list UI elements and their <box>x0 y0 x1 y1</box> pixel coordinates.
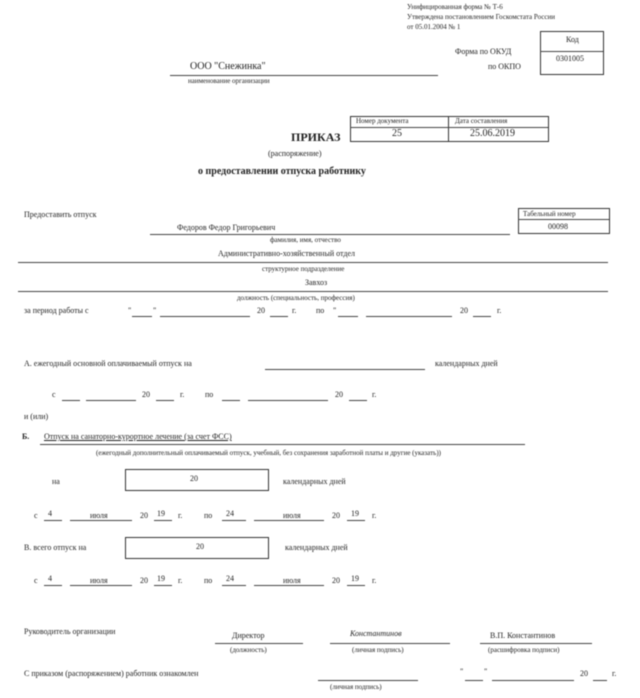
org-name: ООО "Снежинка" <box>190 61 266 72</box>
section-c-days: 20 <box>196 542 204 551</box>
and-or-label: и (или) <box>24 412 49 421</box>
ack-year-suffix: г. <box>612 669 617 678</box>
section-b-label: Б. <box>22 432 30 441</box>
head-position-caption: (должность) <box>230 646 267 654</box>
doc-date-label: Дата составления <box>455 117 508 125</box>
head-label: Руководитель организации <box>24 627 116 636</box>
section-a-days-line <box>265 369 425 370</box>
head-position: Директор <box>232 631 265 640</box>
wp-quote-3: " <box>333 306 337 315</box>
department: Административно-хозяйственный отдел <box>218 249 356 258</box>
section-b-to-year-prefix: 20 <box>332 511 340 520</box>
section-a-year-prefix-2: 20 <box>335 390 343 399</box>
doc-number: 25 <box>392 128 402 139</box>
okpo-label: по ОКПО <box>488 62 521 71</box>
doc-number-label: Номер документа <box>356 117 409 125</box>
ack-day-line <box>465 680 483 681</box>
head-signature: Константинов <box>350 629 402 638</box>
wp-day-to-line <box>338 316 358 317</box>
ack-signature-line <box>318 680 418 681</box>
wp-day-from-line <box>132 316 152 317</box>
section-c-to-label: по <box>204 576 213 585</box>
section-c-to-month-line <box>254 585 324 586</box>
section-c-to-year-prefix: 20 <box>332 576 340 585</box>
wp-year-suffix-2: г. <box>497 306 502 315</box>
okud-value: 0301005 <box>556 54 584 63</box>
wp-quote-2: " <box>153 306 157 315</box>
section-b-type-line <box>40 444 525 445</box>
section-a-to-label: по <box>205 390 214 399</box>
tab-number-label: Табельный номер <box>523 210 576 218</box>
section-c-from-year-prefix: 20 <box>140 576 148 585</box>
section-b-on-label: на <box>52 477 60 486</box>
approved-line-1: Унифицированная форма № Т-6 <box>407 3 503 11</box>
wp-to-label: по <box>316 306 325 315</box>
section-b-days: 20 <box>190 474 198 483</box>
section-b-to-day: 24 <box>226 509 234 518</box>
section-b-from-year: 19 <box>157 509 165 518</box>
section-c-from-year-suffix: г. <box>178 576 183 585</box>
doc-date: 25.06.2019 <box>470 128 515 139</box>
section-b-from-month: июля <box>90 511 108 520</box>
section-a-days-label: календарных дней <box>435 359 498 368</box>
section-c-from-label: с <box>34 576 38 585</box>
ack-signature-caption: (личная подпись) <box>330 683 382 691</box>
section-b-to-month: июля <box>283 511 301 520</box>
wp-quote-1: " <box>128 306 132 315</box>
ack-year-line <box>593 680 607 681</box>
section-b-days-label: календарных дней <box>283 477 346 486</box>
section-c-to-month: июля <box>283 576 301 585</box>
section-a-to-day-line <box>222 400 240 401</box>
section-c-from-day-line <box>44 585 62 586</box>
section-b-to-day-line <box>222 520 246 521</box>
grant-label: Предоставить отпуск <box>24 210 97 219</box>
head-position-line <box>215 643 303 644</box>
employee-name-line <box>150 234 510 235</box>
section-b-from-year-line <box>154 520 172 521</box>
section-a-year-suffix-1: г. <box>180 390 185 399</box>
order-purpose: о предоставлении отпуска работнику <box>198 166 366 177</box>
section-b-from-label: с <box>34 511 38 520</box>
section-c-to-day: 24 <box>226 574 234 583</box>
wp-month-to-line <box>366 316 452 317</box>
section-b-from-year-prefix: 20 <box>140 511 148 520</box>
wp-year-prefix-1: 20 <box>257 306 265 315</box>
order-title: ПРИКАЗ <box>291 130 341 144</box>
wp-year-from-line <box>270 316 288 317</box>
approved-line-3: от 05.01.2004 № 1 <box>407 23 461 31</box>
head-name: В.П. Константинов <box>490 631 556 640</box>
section-b-to-year-line <box>347 520 365 521</box>
position-caption: должность (специальность, профессия) <box>237 294 355 302</box>
employee-name: Федоров Федор Григорьевич <box>177 223 276 232</box>
section-b-from-day: 4 <box>48 509 52 518</box>
ack-label: С приказом (распоряжением) работник ознакомлен <box>24 669 199 678</box>
name-caption: фамилия, имя, отчество <box>270 236 341 244</box>
section-c-from-year-line <box>154 585 172 586</box>
codes-divider <box>540 51 603 52</box>
head-signature-line <box>330 643 450 644</box>
section-c-from-month-line <box>70 585 132 586</box>
section-a-from-month-line <box>86 400 136 401</box>
doc-table-divider <box>448 116 449 141</box>
section-a-from-year-line <box>156 400 174 401</box>
section-c-from-year: 19 <box>157 574 165 583</box>
department-caption: структурное подразделение <box>262 265 345 273</box>
section-b-to-year-suffix: г. <box>372 511 377 520</box>
section-c-to-year-line <box>347 585 365 586</box>
section-a-year-prefix-1: 20 <box>142 390 150 399</box>
tab-number-divider <box>518 219 609 220</box>
section-c-days-label: календарных дней <box>285 543 348 552</box>
section-b-from-year-suffix: г. <box>178 511 183 520</box>
section-b-to-month-line <box>254 520 324 521</box>
section-b-type-caption: (ежегодный дополнительный оплачиваемый отпуск, учебный, без сохранения заработной платы и другие (указать)) <box>96 449 442 457</box>
wp-year-suffix-1: г. <box>292 306 297 315</box>
section-c-from-day: 4 <box>48 574 52 583</box>
section-b-to-label: по <box>204 511 213 520</box>
section-c-label: В. всего отпуск на <box>24 543 87 552</box>
department-line <box>18 262 608 263</box>
section-b-from-day-line <box>44 520 62 521</box>
section-a-from-day-line <box>62 400 80 401</box>
position: Завхоз <box>305 278 328 287</box>
section-a-to-year-line <box>349 400 367 401</box>
code-label: Код <box>566 35 579 44</box>
section-a-to-month-line <box>248 400 328 401</box>
section-c-to-year-suffix: г. <box>372 576 377 585</box>
position-line <box>18 291 608 292</box>
tab-number: 00098 <box>548 222 568 231</box>
wp-year-to-line <box>473 316 491 317</box>
org-caption: наименование организации <box>188 77 270 85</box>
work-period-label: за период работы с <box>24 306 89 315</box>
doc-table-row-line <box>350 127 548 128</box>
section-c-from-month: июля <box>90 576 108 585</box>
head-name-caption: (расшифровка подписи) <box>488 646 560 654</box>
section-a-label: А. ежегодный основной оплачиваемый отпуск на <box>24 359 192 368</box>
head-name-line <box>480 643 592 644</box>
order-subtitle: (распоряжение) <box>268 149 322 158</box>
approved-line-2: Утверждена постановлением Госкомстата России <box>407 13 555 21</box>
section-a-from-label: с <box>52 390 56 399</box>
ack-quote-1: " <box>460 667 464 676</box>
section-a-year-suffix-2: г. <box>372 390 377 399</box>
ack-quote-2: " <box>484 667 488 676</box>
section-b-to-year: 19 <box>351 509 359 518</box>
ack-year-prefix: 20 <box>580 669 588 678</box>
wp-month-from-line <box>160 316 250 317</box>
section-b-from-month-line <box>70 520 132 521</box>
ack-month-line <box>492 680 574 681</box>
head-signature-caption: (личная подпись) <box>352 646 404 654</box>
section-b-vacation-type: Отпуск на санаторно-курортное лечение (за счет ФСС) <box>44 432 232 441</box>
wp-year-prefix-2: 20 <box>460 306 468 315</box>
okud-label: Форма по ОКУД <box>455 47 512 56</box>
section-c-to-year: 19 <box>351 574 359 583</box>
org-line <box>170 75 438 76</box>
section-c-to-day-line <box>222 585 246 586</box>
